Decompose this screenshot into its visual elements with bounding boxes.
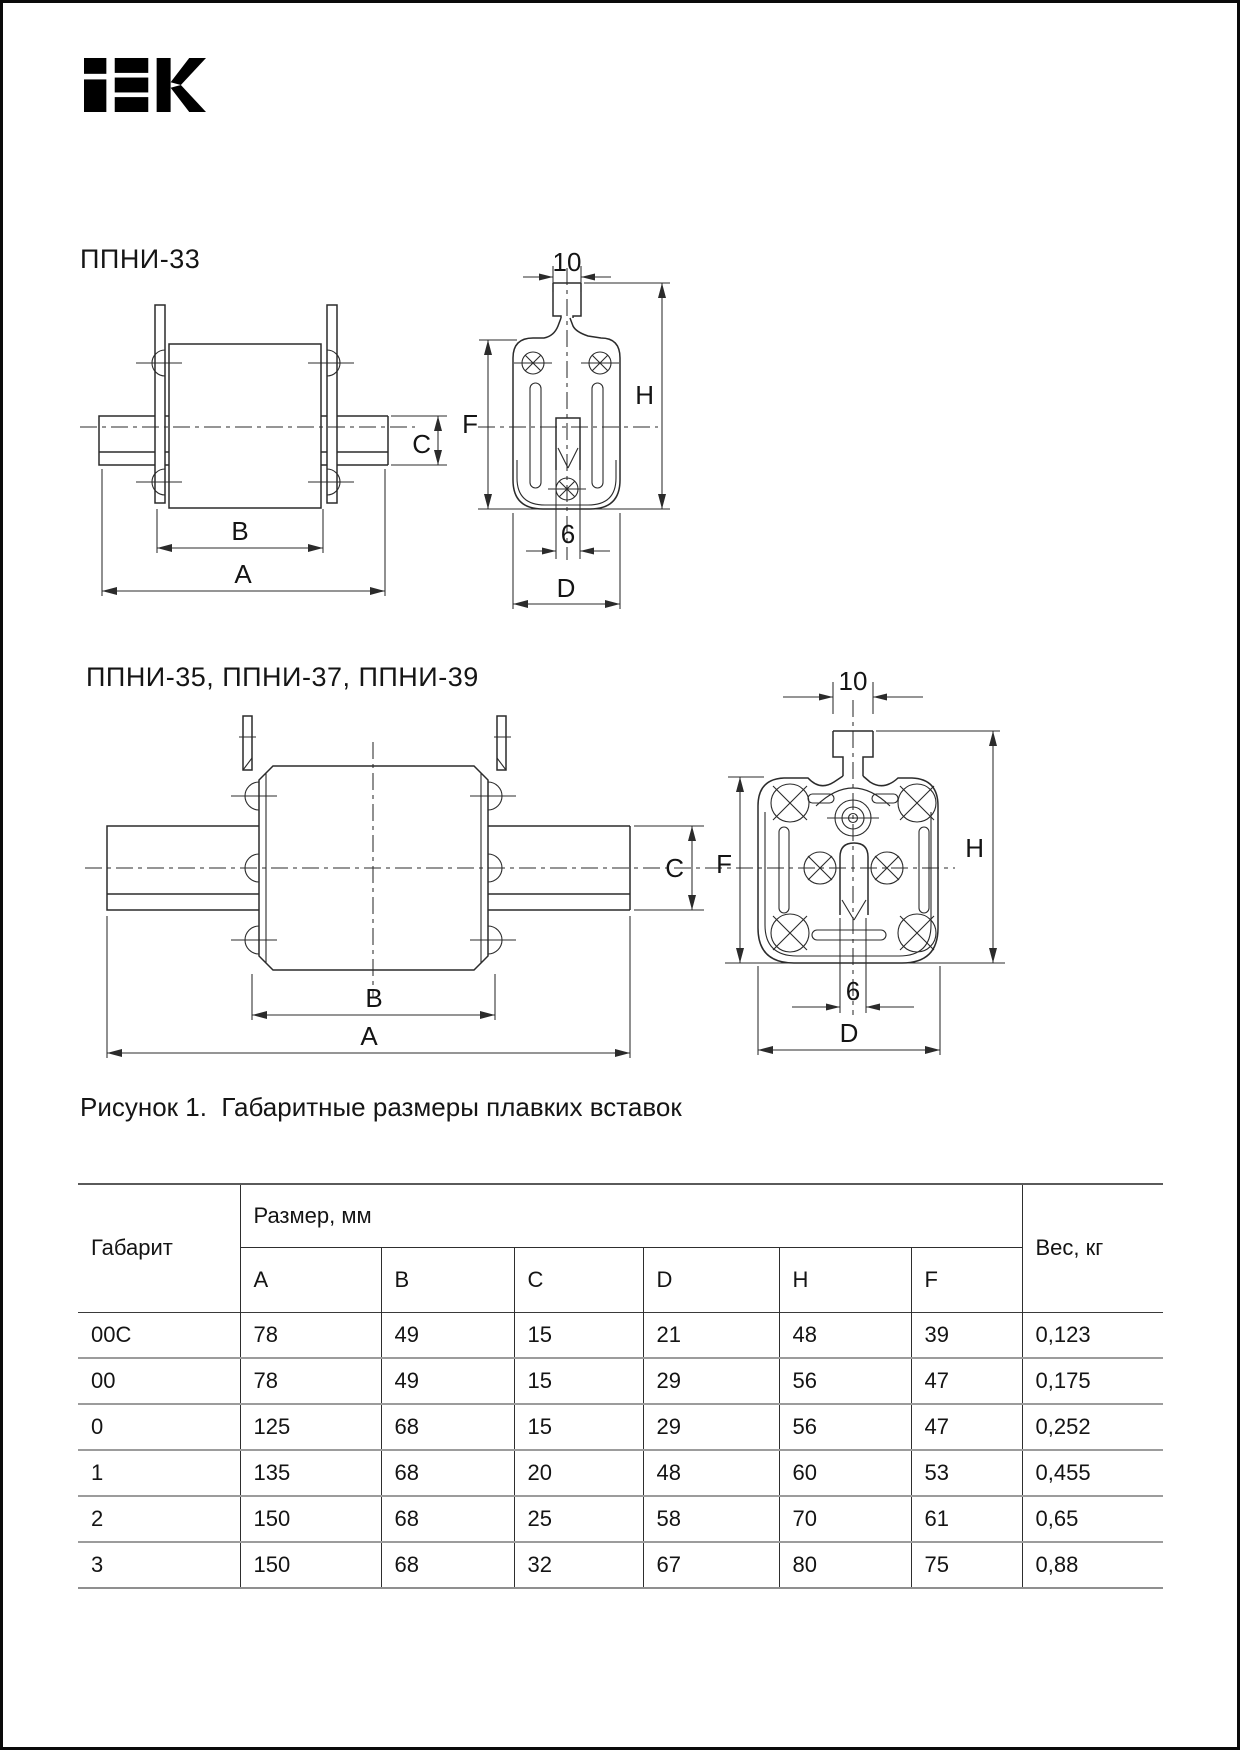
dim-label-10-2: 10 <box>838 666 868 696</box>
cell-d: 29 <box>643 1404 779 1450</box>
col-header-b: B <box>381 1247 514 1312</box>
cell-gabarit: 00C <box>78 1312 240 1358</box>
cell-weight: 0,252 <box>1022 1404 1163 1450</box>
dim-label-a2: A <box>360 1021 378 1051</box>
dim-label-a: A <box>234 559 252 589</box>
cell-gabarit: 00 <box>78 1358 240 1404</box>
cell-weight: 0,88 <box>1022 1542 1163 1588</box>
dim-label-h: H <box>635 380 654 410</box>
table-row <box>78 1542 1163 1588</box>
table-header-row-1 <box>78 1184 1163 1247</box>
dim-label-d2: D <box>839 1018 859 1048</box>
cell-d: 29 <box>643 1358 779 1404</box>
table-row <box>78 1312 1163 1358</box>
cell-gabarit: 1 <box>78 1450 240 1496</box>
dim-label-b: B <box>231 516 249 546</box>
dim-label-f: F <box>462 409 478 439</box>
dim-label-c: C <box>412 429 431 459</box>
figure-title-ppni-33: ППНИ-33 <box>80 244 201 274</box>
col-header-size: Размер, мм <box>240 1184 1022 1247</box>
cell-f: 61 <box>911 1496 1022 1542</box>
cell-a: 125 <box>240 1404 381 1450</box>
cell-b: 49 <box>381 1358 514 1404</box>
iek-logo-text <box>0 0 1 1</box>
cell-a: 78 <box>240 1312 381 1358</box>
cell-d: 67 <box>643 1542 779 1588</box>
col-header-h: H <box>779 1247 911 1312</box>
figure-caption: Рисунок 1. Габаритные размеры плавких вставок <box>80 1092 682 1122</box>
dim-label-c2: C <box>665 853 684 883</box>
dim-label-d: D <box>556 573 576 603</box>
cell-gabarit: 3 <box>78 1542 240 1588</box>
table-header-row-2 <box>78 1247 1163 1312</box>
col-header-gabarit: Габарит <box>78 1184 240 1312</box>
cell-weight: 0,65 <box>1022 1496 1163 1542</box>
dim-label-f2: F <box>716 849 732 879</box>
cell-b: 68 <box>381 1404 514 1450</box>
cell-h: 70 <box>779 1496 911 1542</box>
cell-f: 39 <box>911 1312 1022 1358</box>
drawing-ppni-35-37-39 <box>75 660 1015 1060</box>
cell-a: 78 <box>240 1358 381 1404</box>
cell-c: 15 <box>514 1312 643 1358</box>
cell-f: 47 <box>911 1404 1022 1450</box>
cell-b: 68 <box>381 1450 514 1496</box>
cell-a: 150 <box>240 1542 381 1588</box>
iek-logo-glyphs <box>84 58 206 112</box>
cell-gabarit: 0 <box>78 1404 240 1450</box>
cell-h: 80 <box>779 1542 911 1588</box>
cell-d: 21 <box>643 1312 779 1358</box>
figure-title-ppni-35-37-39: ППНИ-35, ППНИ-37, ППНИ-39 <box>86 662 479 692</box>
cell-f: 75 <box>911 1542 1022 1588</box>
col-header-c: C <box>514 1247 643 1312</box>
table-row <box>78 1450 1163 1496</box>
cell-h: 56 <box>779 1358 911 1404</box>
dim-label-b2: B <box>365 983 383 1013</box>
table-row <box>78 1496 1163 1542</box>
cell-b: 49 <box>381 1312 514 1358</box>
ppni35-front-view <box>725 700 1005 1015</box>
ppni35-side-view <box>107 716 630 998</box>
ppni33-front-view <box>478 268 670 560</box>
cell-f: 47 <box>911 1358 1022 1404</box>
dim-label-6-2: 6 <box>845 976 861 1006</box>
cell-h: 48 <box>779 1312 911 1358</box>
cell-c: 32 <box>514 1542 643 1588</box>
cell-b: 68 <box>381 1542 514 1588</box>
cell-weight: 0,455 <box>1022 1450 1163 1496</box>
dimensions-table <box>78 1183 1163 1589</box>
cell-h: 60 <box>779 1450 911 1496</box>
cell-f: 53 <box>911 1450 1022 1496</box>
cell-c: 15 <box>514 1404 643 1450</box>
iek-logo <box>84 57 206 113</box>
cell-a: 150 <box>240 1496 381 1542</box>
cell-d: 58 <box>643 1496 779 1542</box>
table-row <box>78 1358 1163 1404</box>
cell-weight: 0,123 <box>1022 1312 1163 1358</box>
cell-c: 25 <box>514 1496 643 1542</box>
cell-c: 15 <box>514 1358 643 1404</box>
cell-d: 48 <box>643 1450 779 1496</box>
col-header-a: A <box>240 1247 381 1312</box>
cell-c: 20 <box>514 1450 643 1496</box>
cell-a: 135 <box>240 1450 381 1496</box>
drawing-ppni-33 <box>75 250 695 620</box>
cell-b: 68 <box>381 1496 514 1542</box>
dim-label-6: 6 <box>560 519 576 549</box>
cell-weight: 0,175 <box>1022 1358 1163 1404</box>
ppni33-side-view <box>80 305 415 508</box>
cell-gabarit: 2 <box>78 1496 240 1542</box>
col-header-d: D <box>643 1247 779 1312</box>
table-row <box>78 1404 1163 1450</box>
dim-label-10: 10 <box>552 250 582 277</box>
col-header-f: F <box>911 1247 1022 1312</box>
col-header-weight: Вес, кг <box>1035 1235 1104 1261</box>
dim-label-h2: H <box>965 833 984 863</box>
cell-h: 56 <box>779 1404 911 1450</box>
